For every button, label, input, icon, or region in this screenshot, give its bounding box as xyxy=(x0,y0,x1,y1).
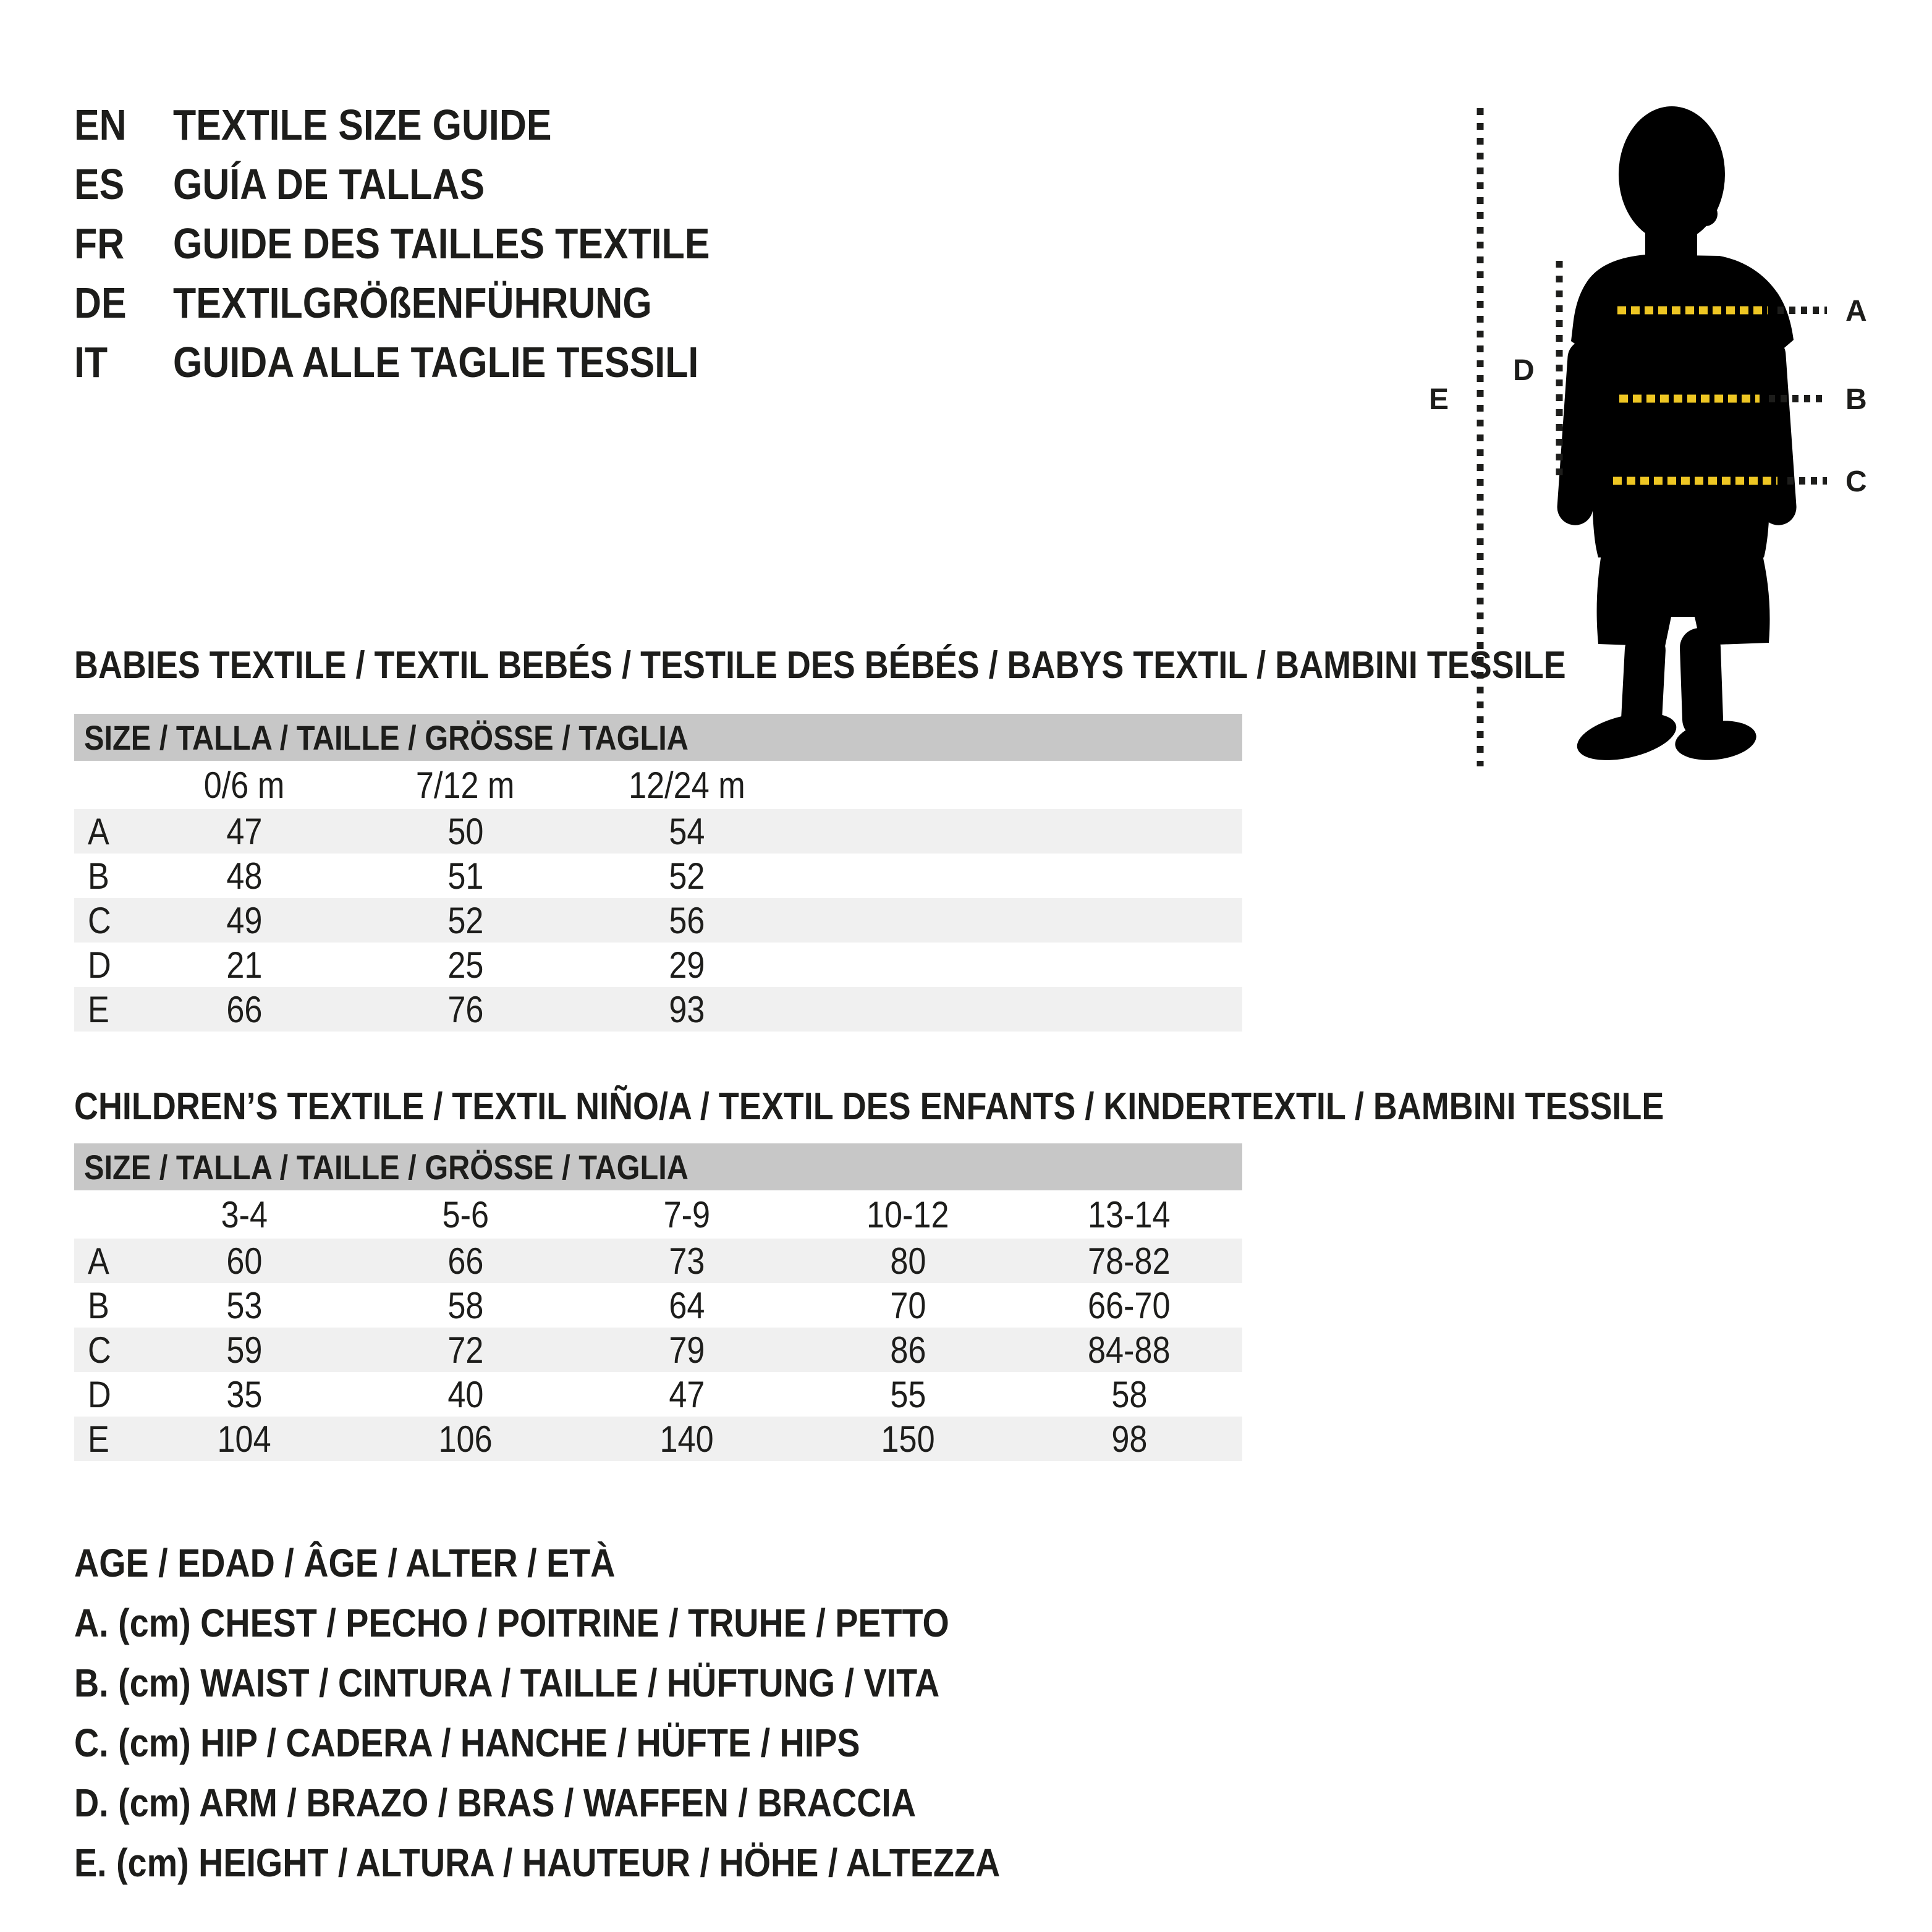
column-header: 5-6 xyxy=(442,1193,489,1235)
table-row xyxy=(74,898,1242,943)
cell-value: 93 xyxy=(668,988,705,1030)
column-header: 0/6 m xyxy=(203,764,285,806)
row-label: B xyxy=(88,855,109,897)
table-row xyxy=(74,987,1242,1032)
cell-value: 29 xyxy=(668,944,705,986)
measurement-legend xyxy=(74,1533,1138,1892)
language-title-list xyxy=(74,95,790,392)
table-row xyxy=(74,1372,1242,1417)
table-row xyxy=(74,1239,1242,1283)
cell-value: 54 xyxy=(668,810,705,852)
cell-value: 58 xyxy=(447,1284,484,1326)
cell-value: 64 xyxy=(668,1284,705,1326)
cell-value: 79 xyxy=(668,1329,705,1371)
language-row-it xyxy=(74,333,790,392)
legend-arm: D. (cm) ARM / BRAZO / BRAS / WAFFEN / BRACCIA xyxy=(74,1780,917,1825)
cell-value: 51 xyxy=(447,855,484,897)
cell-value: 106 xyxy=(438,1418,493,1460)
children-size-header-bar: SIZE / TALLA / TAILLE / GRÖSSE / TAGLIA xyxy=(74,1143,1242,1190)
row-label: A xyxy=(88,1240,109,1282)
table-row xyxy=(74,1283,1242,1328)
children-column-header-row xyxy=(74,1190,1242,1239)
cell-value: 35 xyxy=(226,1373,263,1415)
cell-value: 140 xyxy=(659,1418,714,1460)
label-b: B xyxy=(1845,383,1867,416)
cell-value: 49 xyxy=(226,899,263,941)
cell-value: 76 xyxy=(447,988,484,1030)
row-label: D xyxy=(88,1373,111,1415)
table-row xyxy=(74,1328,1242,1372)
cell-value: 66-70 xyxy=(1088,1284,1171,1326)
cell-value: 98 xyxy=(1111,1418,1148,1460)
language-code: FR xyxy=(74,219,125,268)
table-row xyxy=(74,809,1242,854)
babies-size-header-bar: SIZE / TALLA / TAILLE / GRÖSSE / TAGLIA xyxy=(74,714,1242,761)
row-label: D xyxy=(88,944,111,986)
language-code: IT xyxy=(74,338,108,386)
cell-value: 66 xyxy=(447,1240,484,1282)
legend-age: AGE / EDAD / ÂGE / ALTER / ETÀ xyxy=(74,1540,616,1585)
cell-value: 60 xyxy=(226,1240,263,1282)
cell-value: 86 xyxy=(889,1329,926,1371)
cell-value: 21 xyxy=(226,944,263,986)
cell-value: 55 xyxy=(889,1373,926,1415)
column-header: 12/24 m xyxy=(628,764,745,806)
column-header: 3-4 xyxy=(221,1193,268,1235)
babies-column-header-row xyxy=(74,761,1242,809)
guide-title-en: TEXTILE SIZE GUIDE xyxy=(173,101,552,149)
cell-value: 104 xyxy=(217,1418,271,1460)
label-e: E xyxy=(1429,383,1449,416)
legend-hip: C. (cm) HIP / CADERA / HANCHE / HÜFTE / HIPS xyxy=(74,1720,860,1765)
language-row-en xyxy=(74,95,790,155)
row-label: C xyxy=(88,899,111,941)
cell-value: 150 xyxy=(881,1418,935,1460)
table-row xyxy=(74,854,1242,898)
legend-height: E. (cm) HEIGHT / ALTURA / HAUTEUR / HÖHE / ALTEZZA xyxy=(74,1840,1001,1885)
language-row-es xyxy=(74,155,790,214)
babies-size-table xyxy=(74,714,1242,1032)
babies-section-heading: BABIES TEXTILE / TEXTIL BEBÉS / TESTILE DES BÉBÉS / BABYS TEXTIL / BAMBINI TESSILE xyxy=(74,644,1566,687)
cell-value: 70 xyxy=(889,1284,926,1326)
cell-value: 59 xyxy=(226,1329,263,1371)
language-code: EN xyxy=(74,101,127,149)
cell-value: 40 xyxy=(447,1373,484,1415)
cell-value: 72 xyxy=(447,1329,484,1371)
guide-title-fr: GUIDE DES TAILLES TEXTILE xyxy=(173,219,710,268)
cell-value: 73 xyxy=(668,1240,705,1282)
cell-value: 52 xyxy=(447,899,484,941)
cell-value: 78-82 xyxy=(1088,1240,1171,1282)
cell-value: 25 xyxy=(447,944,484,986)
cell-value: 50 xyxy=(447,810,484,852)
language-code: DE xyxy=(74,279,127,327)
guide-title-de: TEXTILGRÖßENFÜHRUNG xyxy=(173,279,652,327)
cell-value: 47 xyxy=(668,1373,705,1415)
cell-value: 47 xyxy=(226,810,263,852)
legend-waist: B. (cm) WAIST / CINTURA / TAILLE / HÜFTUNG / VITA xyxy=(74,1660,940,1705)
language-row-fr xyxy=(74,214,790,273)
cell-value: 58 xyxy=(1111,1373,1148,1415)
row-label: C xyxy=(88,1329,111,1371)
row-label: E xyxy=(88,988,109,1030)
guide-title-it: GUIDA ALLE TAGLIE TESSILI xyxy=(173,338,699,386)
table-row xyxy=(74,943,1242,987)
legend-chest: A. (cm) CHEST / PECHO / POITRINE / TRUHE / PETTO xyxy=(74,1600,949,1645)
table-row xyxy=(74,1417,1242,1461)
column-header: 10-12 xyxy=(866,1193,949,1235)
row-label: A xyxy=(88,810,109,852)
cell-value: 53 xyxy=(226,1284,263,1326)
label-a: A xyxy=(1845,295,1867,328)
language-code: ES xyxy=(74,160,125,208)
guide-title-es: GUÍA DE TALLAS xyxy=(173,160,485,208)
children-size-table xyxy=(74,1143,1242,1461)
children-section-heading: CHILDREN’S TEXTILE / TEXTIL NIÑO/A / TEXTIL DES ENFANTS / KINDERTEXTIL / BAMBINI TESSILE xyxy=(74,1085,1664,1128)
cell-value: 52 xyxy=(668,855,705,897)
label-c: C xyxy=(1845,465,1867,498)
column-header: 7-9 xyxy=(663,1193,710,1235)
column-header: 7/12 m xyxy=(416,764,515,806)
cell-value: 56 xyxy=(668,899,705,941)
label-d: D xyxy=(1513,354,1535,387)
row-label: E xyxy=(88,1418,109,1460)
cell-value: 84-88 xyxy=(1088,1329,1171,1371)
language-row-de xyxy=(74,273,790,333)
row-label: B xyxy=(88,1284,109,1326)
cell-value: 48 xyxy=(226,855,263,897)
column-header: 13-14 xyxy=(1088,1193,1171,1235)
cell-value: 80 xyxy=(889,1240,926,1282)
cell-value: 66 xyxy=(226,988,263,1030)
